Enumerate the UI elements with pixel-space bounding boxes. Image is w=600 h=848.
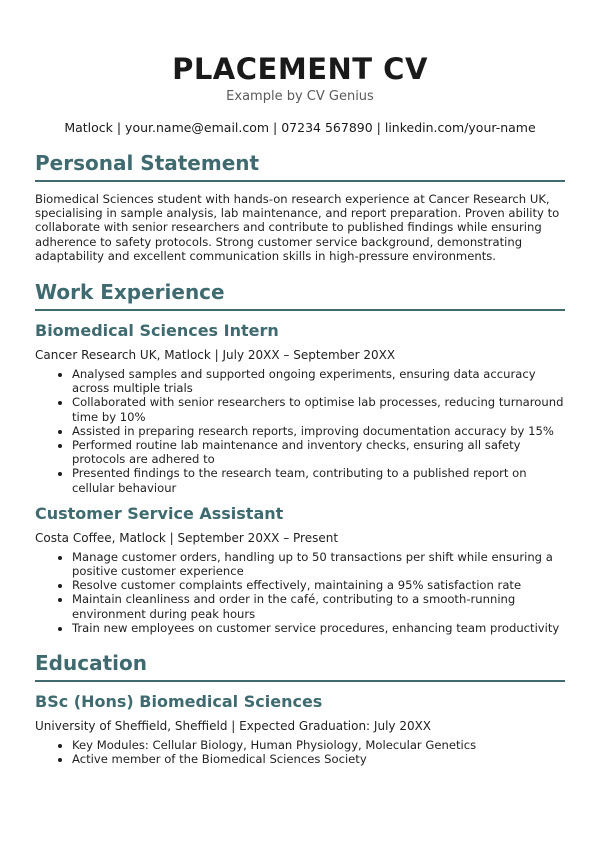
bullet-item: • Key Modules: Cellular Biology, Human Physiology, Molecular Genetics [72,738,565,752]
job-meta: Costa Coffee, Matlock | September 20XX – Present [35,530,339,545]
bullet-item: • Active member of the Biomedical Sciences Society [72,752,565,766]
bullet-item: • Resolve customer complaints effectively, maintaining a 95% satisfaction rate [72,578,565,592]
bullet-item: • Performed routine lab maintenance and inventory checks, ensuring all safety protocols are adhered to [72,438,565,466]
cv-subtitle: Example by CV Genius [226,89,374,104]
job-meta: Cancer Research UK, Matlock | July 20XX – September 20XX [35,348,396,363]
bullet-item: • Collaborated with senior researchers to optimise lab processes, reducing turnaround time by 10% [72,395,565,423]
bullet-item: • Analysed samples and supported ongoing experiments, ensuring data accuracy across multiple trials [72,367,565,395]
job-title: Biomedical Sciences Intern [35,321,279,341]
job-title: Customer Service Assistant [35,503,284,523]
job-bullet-list [35,367,565,495]
personal-statement-heading: Personal Statement [35,150,565,182]
bullet-item: • Maintain cleanliness and order in the café, contributing to a smooth-running environment during peak hours [72,592,565,620]
cv-title: PLACEMENT CV [172,52,428,86]
education-bullet-list [35,738,565,766]
degree-meta: University of Sheffield, Sheffield | Expected Graduation: July 20XX [35,719,432,734]
bullet-item: • Presented findings to the research team, contributing to a published report on cellular behaviour [72,466,565,494]
bullet-item: • Assisted in preparing research reports, improving documentation accuracy by 15% [72,424,565,438]
bullet-item: • Train new employees on customer service procedures, enhancing team productivity [72,621,565,635]
work-experience-heading: Work Experience [35,279,565,311]
job-bullet-list [35,550,565,635]
personal-statement-text: Biomedical Sciences student with hands-on research experience at Cancer Research UK, specialising in sample analysis, lab maintenance, and report preparation. Proven ability to collaborate with senior researchers and contribute to published findings while ensuring adherence to safety protocols. Strong customer service background, demonstrating adaptability and excellent communication skills in high-pressure environments. [35,192,560,263]
bullet-item: • Manage customer orders, handling up to 50 transactions per shift while ensuring a positive customer experience [72,550,565,578]
education-heading: Education [35,650,565,682]
contact-line: Matlock | your.name@email.com | 07234 567890 | linkedin.com/your-name [64,120,536,135]
degree-title: BSc (Hons) Biomedical Sciences [35,692,323,712]
